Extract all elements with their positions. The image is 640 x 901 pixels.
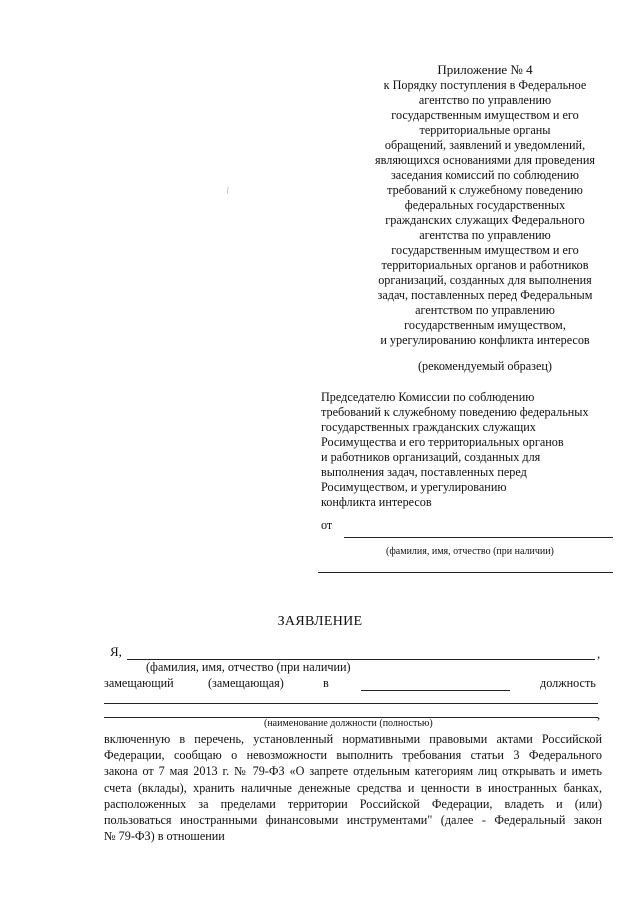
from-fio-field[interactable] (344, 537, 613, 538)
body-line: Федерации, сообщаю о невозможности выполнить требования статьи 3 Федерального (104, 748, 602, 763)
department-field[interactable] (361, 690, 510, 691)
position-field-1[interactable] (104, 703, 598, 704)
appendix-line: гражданских служащих Федерального (385, 213, 585, 227)
appendix-line: государственным имуществом и его (391, 243, 579, 257)
zam-word-1: замещающий (104, 676, 174, 690)
applicant-fio-caption: (фамилия, имя, отчество (при наличии) (146, 660, 351, 674)
stray-pen-mark: ⁄ (224, 185, 231, 195)
appendix-line: задач, поставленных перед Федеральным (377, 288, 593, 302)
appendix-line: являющихся основаниями для проведения (375, 153, 595, 167)
sample-note: (рекомендуемый образец) (418, 359, 552, 373)
appendix-line: обращений, заявлений и уведомлений, (384, 138, 586, 152)
ya-label: Я, (110, 644, 122, 659)
body-line: включенную в перечень, установленный нормативными правовыми актами Российской (104, 732, 602, 746)
appendix-line: к Порядку поступления в Федеральное (383, 78, 587, 92)
body-line: № 79-ФЗ) в отношении (104, 829, 225, 844)
zam-word-2: (замещающая) (208, 676, 284, 690)
position-comma: , (597, 707, 601, 722)
addressee-line: требований к служебному поведению федеральных (321, 405, 589, 419)
position-caption: (наименование должности (полностью) (264, 718, 433, 729)
addressee-line: конфликта интересов (321, 495, 432, 509)
document-title: ЗАЯВЛЕНИЕ (277, 614, 363, 629)
appendix-line: заседания комиссий по соблюдению (390, 168, 580, 182)
from-fio-caption: (фамилия, имя, отчество (при наличии) (386, 546, 554, 557)
appendix-line: территориальные органы (419, 123, 551, 137)
appendix-line: агентства по управлению (419, 228, 551, 242)
appendix-line: государственным имуществом, (404, 318, 566, 332)
appendix-line: организаций, созданных для выполнения (378, 273, 592, 287)
appendix-line: агентством по управлению (415, 303, 555, 317)
appendix-number: Приложение № 4 (437, 62, 533, 77)
body-line: расположенных за пределами территории Российской Федерации, владеть и (или) (104, 796, 602, 811)
appendix-line: требований к служебному поведению (387, 183, 583, 197)
addressee-line: Росимущества и его территориальных органов (321, 435, 564, 449)
zam-word-4: должность (540, 676, 596, 690)
from-label: от (321, 518, 333, 532)
appendix-header (355, 62, 615, 374)
addressee-line: и работников организаций, созданных для (321, 450, 541, 464)
addressee-line: государственных гражданских служащих (321, 420, 536, 434)
from-extra-field[interactable] (318, 572, 613, 573)
appendix-line: и урегулированию конфликта интересов (380, 333, 590, 347)
addressee-line: Росимуществом, и урегулированию (321, 480, 507, 494)
application-body (104, 731, 602, 844)
body-line: счета (вклады), хранить наличные денежные средства и ценности в иностранных банках, (104, 780, 602, 795)
addressee-line: выполнения задач, поставленных перед (321, 465, 527, 479)
position-row (104, 676, 602, 696)
appendix-line: территориальных органов и работников (381, 258, 589, 272)
appendix-line: агентство по управлению (418, 93, 552, 107)
addressee-line: Председателю Комиссии по соблюдению (321, 390, 535, 404)
appendix-line: федеральных государственных (404, 198, 566, 212)
body-line: закона от 7 мая 2013 г. № 79-ФЗ «О запрете отдельным категориям лиц открывать и иметь (104, 764, 602, 779)
ya-comma: , (597, 646, 601, 661)
addressee-block (321, 390, 621, 510)
body-line: пользоваться иностранными финансовыми инструментами" (далее - Федеральный закон (104, 813, 602, 828)
appendix-line: государственным имуществом и его (391, 108, 579, 122)
zam-word-3: в (323, 676, 329, 690)
